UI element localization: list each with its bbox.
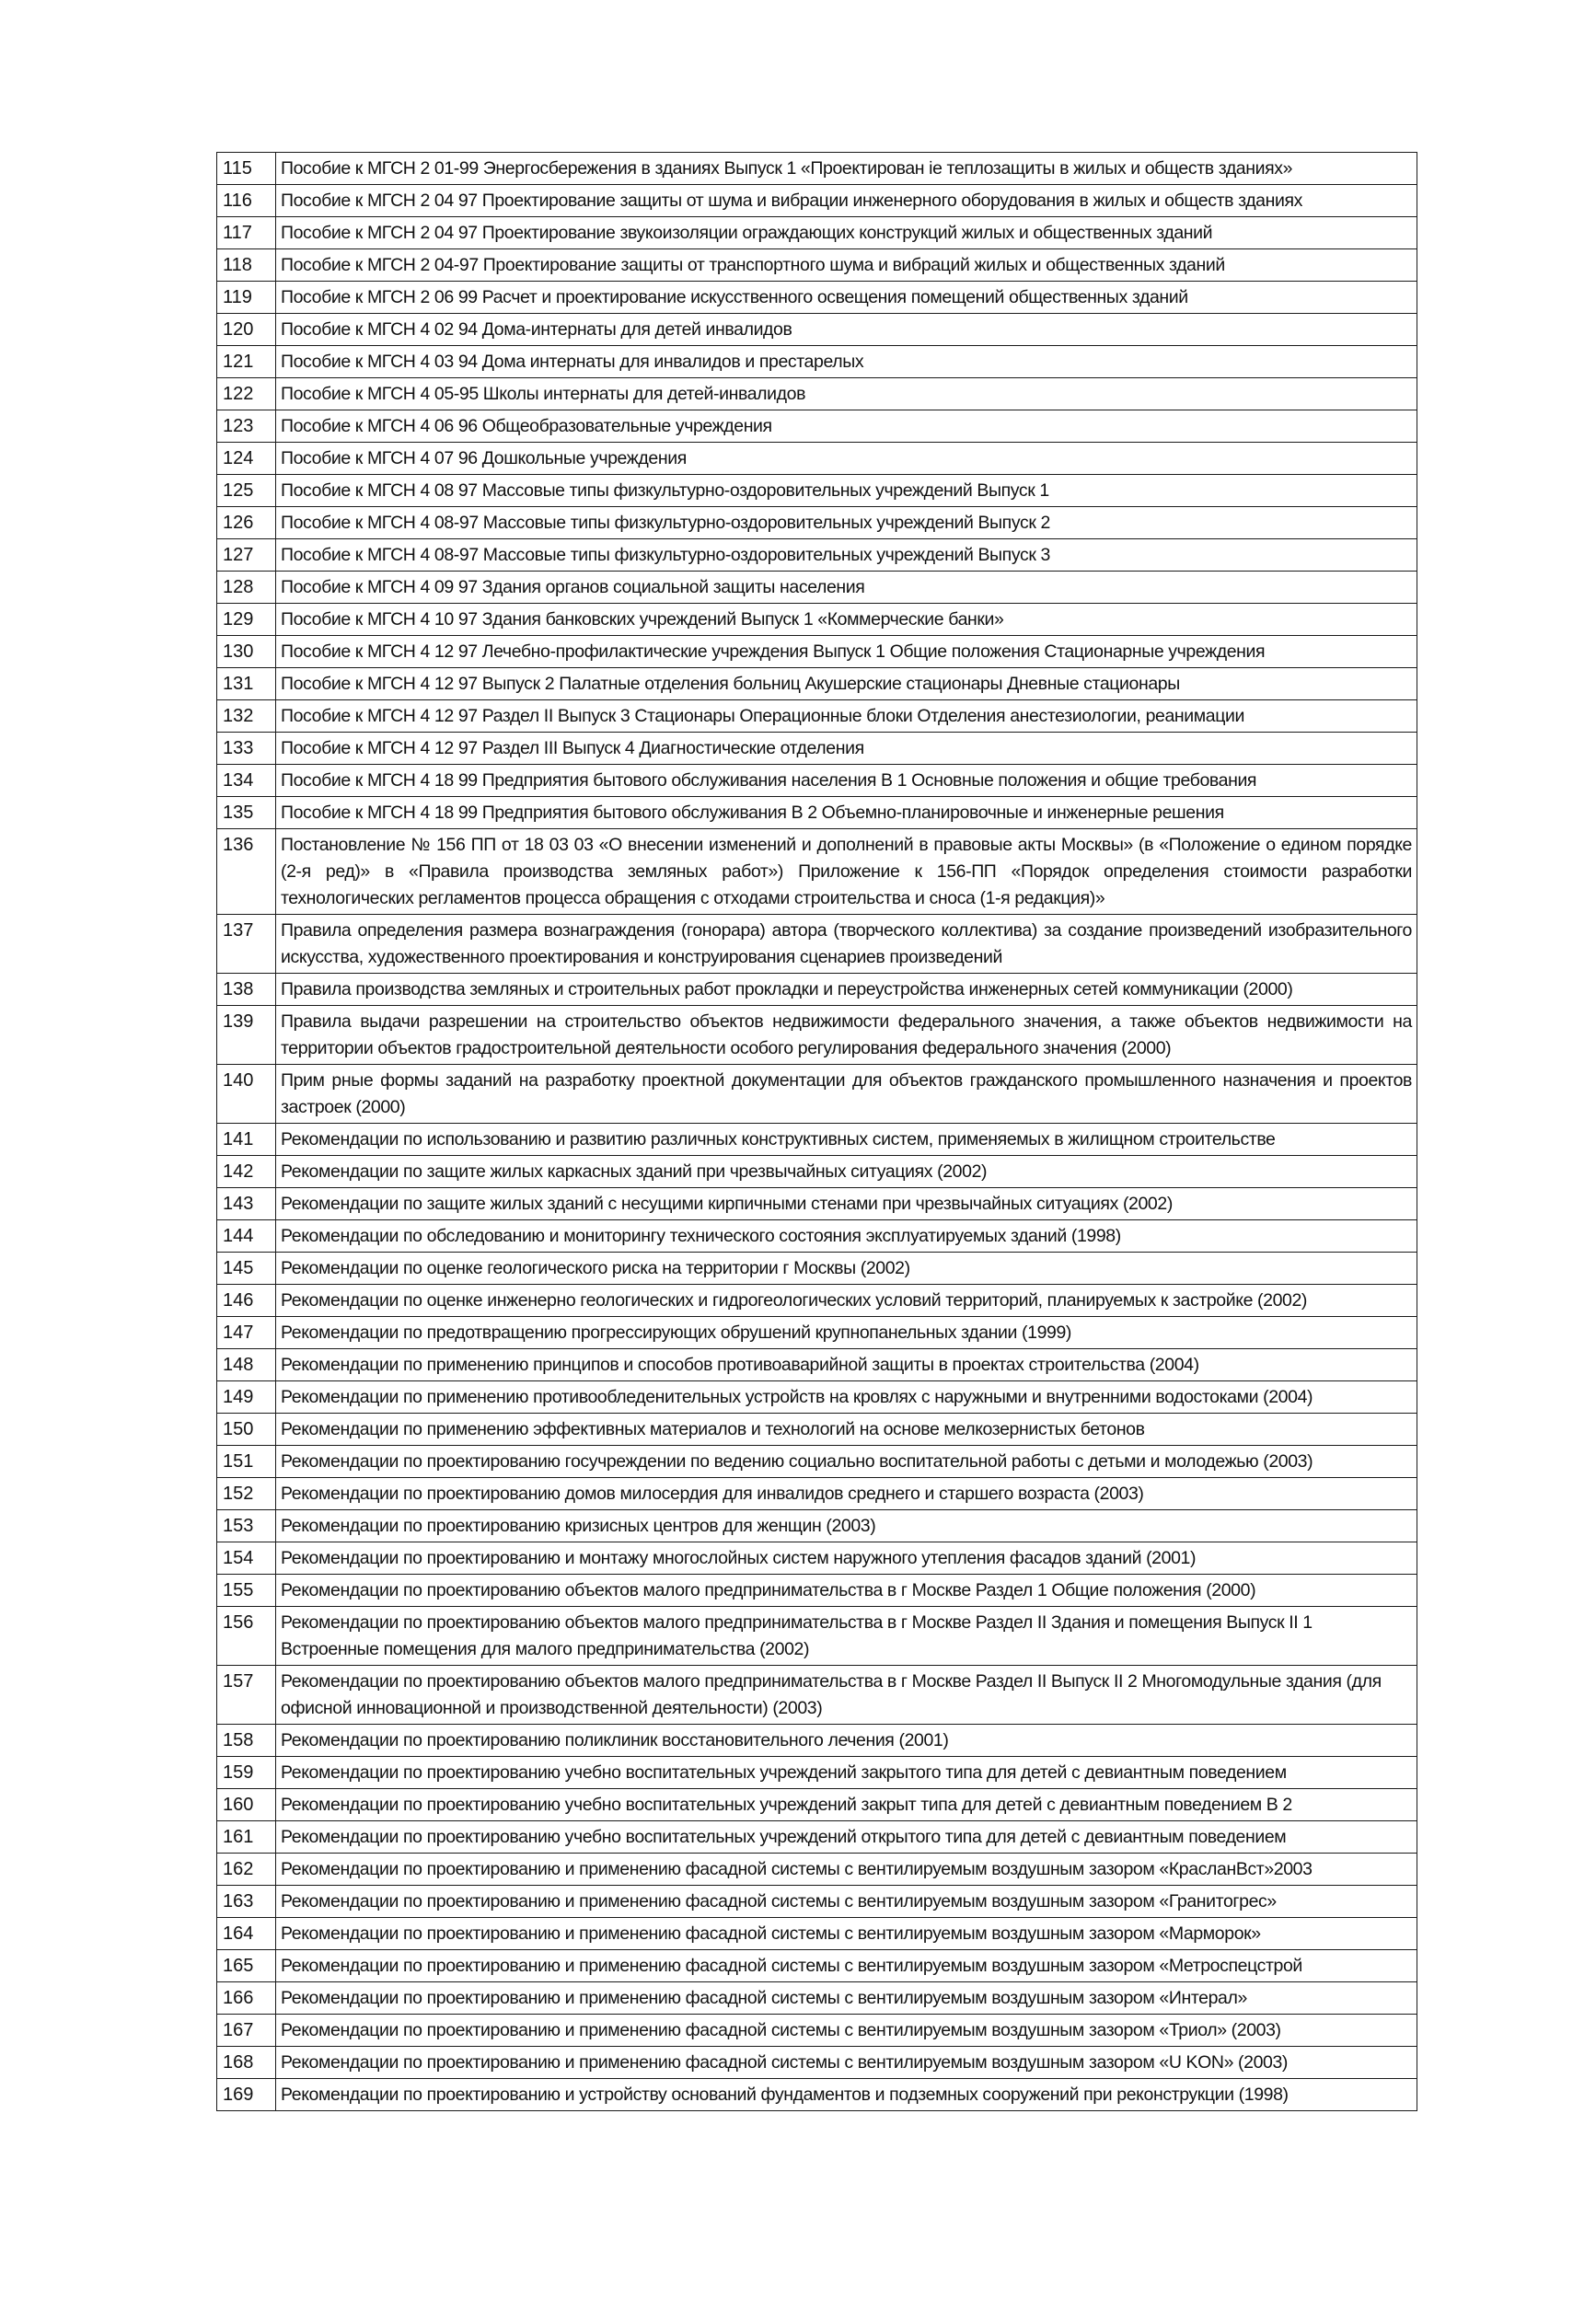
table-row [217, 1188, 1417, 1220]
document-title: Рекомендации по проектированию и применению фасадной системы с вентилируемым воздушным зазором «КрасланВст»2003 [276, 1854, 1417, 1886]
document-title: Рекомендации по применению эффективных материалов и технологий на основе мелкозернистых бетонов [276, 1414, 1417, 1446]
table-row [217, 2079, 1417, 2111]
document-title: Пособие к МГСН 2 06 99 Расчет и проектирование искусственного освещения помещений общественных зданий [276, 282, 1417, 314]
table-row [217, 2015, 1417, 2047]
documents-table [216, 152, 1417, 2111]
table-row [217, 636, 1417, 668]
table-row [217, 829, 1417, 915]
row-number: 158 [217, 1725, 276, 1757]
table-row [217, 915, 1417, 974]
row-number: 129 [217, 604, 276, 636]
row-number: 155 [217, 1575, 276, 1607]
row-number: 115 [217, 153, 276, 185]
table-row [217, 1065, 1417, 1124]
document-title: Правила определения размера вознаграждения (гонорара) автора (творческого коллектива) за создание произведений изобразительного искусства, художественного проектирования и конструирования сценариев произведений [276, 915, 1417, 974]
row-number: 161 [217, 1821, 276, 1854]
row-number: 127 [217, 539, 276, 572]
table-row [217, 1725, 1417, 1757]
document-title: Рекомендации по проектированию учебно воспитательных учреждений открытого типа для детей с девиантным поведением [276, 1821, 1417, 1854]
document-title: Рекомендации по проектированию и устройству оснований фундаментов и подземных сооружений при реконструкции (1998) [276, 2079, 1417, 2111]
document-title: Пособие к МГСН 4 18 99 Предприятия бытового обслуживания населения В 1 Основные положения и общие требования [276, 765, 1417, 797]
table-row [217, 443, 1417, 475]
document-title: Пособие к МГСН 4 02 94 Дома-интернаты для детей инвалидов [276, 314, 1417, 346]
document-title: Рекомендации по применению противообледенительных устройств на кровлях с наружными и внутренними водостоками (2004) [276, 1381, 1417, 1414]
row-number: 120 [217, 314, 276, 346]
row-number: 142 [217, 1156, 276, 1188]
row-number: 167 [217, 2015, 276, 2047]
row-number: 118 [217, 249, 276, 282]
row-number: 133 [217, 733, 276, 765]
document-title: Пособие к МГСН 4 10 97 Здания банковских учреждений Выпуск 1 «Коммерческие банки» [276, 604, 1417, 636]
document-title: Рекомендации по предотвращению прогрессирующих обрушений крупнопанельных здании (1999) [276, 1317, 1417, 1349]
document-title: Рекомендации по проектированию поликлиник восстановительного лечения (2001) [276, 1725, 1417, 1757]
document-title: Рекомендации по проектированию кризисных центров для женщин (2003) [276, 1510, 1417, 1542]
row-number: 162 [217, 1854, 276, 1886]
table-row [217, 1510, 1417, 1542]
document-title: Рекомендации по проектированию учебно воспитательных учреждений закрыт типа для детей с девиантным поведением В 2 [276, 1789, 1417, 1821]
table-row [217, 475, 1417, 507]
table-row [217, 153, 1417, 185]
row-number: 141 [217, 1124, 276, 1156]
table-row [217, 1757, 1417, 1789]
table-row [217, 1918, 1417, 1950]
document-title: Рекомендации по использованию и развитию различных конструктивных систем, применяемых в жилищном строительстве [276, 1124, 1417, 1156]
row-number: 152 [217, 1478, 276, 1510]
table-row [217, 765, 1417, 797]
document-title: Рекомендации по проектированию объектов малого предпринимательства в г Москве Раздел 1 Общие положения (2000) [276, 1575, 1417, 1607]
row-number: 150 [217, 1414, 276, 1446]
document-title: Рекомендации по защите жилых каркасных зданий при чрезвычайных ситуациях (2002) [276, 1156, 1417, 1188]
table-row [217, 282, 1417, 314]
table-row [217, 217, 1417, 249]
document-title: Пособие к МГСН 4 08-97 Массовые типы физкультурно-оздоровительных учреждений Выпуск 2 [276, 507, 1417, 539]
row-number: 163 [217, 1886, 276, 1918]
document-title: Пособие к МГСН 2 04 97 Проектирование звукоизоляции ограждающих конструкций жилых и общественных зданий [276, 217, 1417, 249]
row-number: 136 [217, 829, 276, 915]
row-number: 140 [217, 1065, 276, 1124]
table-row [217, 797, 1417, 829]
row-number: 134 [217, 765, 276, 797]
table-row [217, 2047, 1417, 2079]
row-number: 144 [217, 1220, 276, 1253]
row-number: 128 [217, 572, 276, 604]
row-number: 131 [217, 668, 276, 700]
row-number: 154 [217, 1542, 276, 1575]
table-row [217, 1124, 1417, 1156]
row-number: 157 [217, 1666, 276, 1725]
document-title: Рекомендации по проектированию учебно воспитательных учреждений закрытого типа для детей с девиантным поведением [276, 1757, 1417, 1789]
table-row [217, 1982, 1417, 2015]
table-row [217, 1789, 1417, 1821]
document-title: Рекомендации по оценке инженерно геологических и гидрогеологических условий территорий, планируемых к застройке (2002) [276, 1285, 1417, 1317]
row-number: 145 [217, 1253, 276, 1285]
table-row [217, 1666, 1417, 1725]
document-title: Рекомендации по проектированию и применению фасадной системы с вентилируемым воздушным зазором «Гранитогрес» [276, 1886, 1417, 1918]
table-row [217, 1607, 1417, 1666]
row-number: 147 [217, 1317, 276, 1349]
table-row [217, 1854, 1417, 1886]
document-title: Рекомендации по проектированию и применению фасадной системы с вентилируемым воздушным зазором «Марморок» [276, 1918, 1417, 1950]
document-title: Постановление № 156 ПП от 18 03 03 «О внесении изменений и дополнений в правовые акты Москвы» (в «Положение о едином порядке (2-я ред)» в «Правила производства земляных работ») Приложение к 156-ПП «Порядок определения стоимости разработки технологических регламентов процесса обращения с отходами строительства и сноса (1-я редакция)» [276, 829, 1417, 915]
table-row [217, 668, 1417, 700]
document-title: Пособие к МГСН 4 09 97 Здания органов социальной защиты населения [276, 572, 1417, 604]
row-number: 116 [217, 185, 276, 217]
document-title: Рекомендации по проектированию и применению фасадной системы с вентилируемым воздушным зазором «Метроспецстрой [276, 1950, 1417, 1982]
table-row [217, 1381, 1417, 1414]
row-number: 126 [217, 507, 276, 539]
row-number: 168 [217, 2047, 276, 2079]
table-row [217, 974, 1417, 1006]
row-number: 143 [217, 1188, 276, 1220]
row-number: 160 [217, 1789, 276, 1821]
row-number: 153 [217, 1510, 276, 1542]
table-row [217, 1414, 1417, 1446]
row-number: 124 [217, 443, 276, 475]
table-row [217, 314, 1417, 346]
row-number: 132 [217, 700, 276, 733]
row-number: 121 [217, 346, 276, 378]
document-title: Рекомендации по проектированию домов милосердия для инвалидов среднего и старшего возраста (2003) [276, 1478, 1417, 1510]
document-title: Прим рные формы заданий на разработку проектной документации для объектов гражданского промышленного назначения и проектов застроек (2000) [276, 1065, 1417, 1124]
row-number: 137 [217, 915, 276, 974]
document-title: Пособие к МГСН 2 04 97 Проектирование защиты от шума и вибрации инженерного оборудования в жилых и обществ зданиях [276, 185, 1417, 217]
document-title: Рекомендации по проектированию объектов малого предпринимательства в г Москве Раздел II Здания и помещения Выпуск II 1 Встроенные помещения для малого предпринимательства (2002) [276, 1607, 1417, 1666]
table-row [217, 1821, 1417, 1854]
table-row [217, 1886, 1417, 1918]
row-number: 148 [217, 1349, 276, 1381]
table-row [217, 1542, 1417, 1575]
document-title: Пособие к МГСН 4 12 97 Раздел III Выпуск 4 Диагностические отделения [276, 733, 1417, 765]
document-title: Правила производства земляных и строительных работ прокладки и переустройства инженерных сетей коммуникации (2000) [276, 974, 1417, 1006]
document-title: Пособие к МГСН 2 04-97 Проектирование защиты от транспортного шума и вибраций жилых и общественных зданий [276, 249, 1417, 282]
document-title: Рекомендации по оценке геологического риска на территории г Москвы (2002) [276, 1253, 1417, 1285]
table-row [217, 1156, 1417, 1188]
table-row [217, 185, 1417, 217]
table-row [217, 572, 1417, 604]
row-number: 117 [217, 217, 276, 249]
row-number: 151 [217, 1446, 276, 1478]
row-number: 125 [217, 475, 276, 507]
document-sheet [216, 152, 1417, 2111]
table-row [217, 1950, 1417, 1982]
table-row [217, 378, 1417, 410]
documents-table-body [217, 153, 1417, 2111]
document-title: Рекомендации по обследованию и мониторингу технического состояния эксплуатируемых зданий (1998) [276, 1220, 1417, 1253]
document-title: Рекомендации по проектированию объектов малого предпринимательства в г Москве Раздел II Выпуск II 2 Многомодульные здания (для офисной инновационной и производственной деятельности) (2003) [276, 1666, 1417, 1725]
document-title: Рекомендации по проектированию и применению фасадной системы с вентилируемым воздушным зазором «Интерал» [276, 1982, 1417, 2015]
document-title: Пособие к МГСН 4 08 97 Массовые типы физкультурно-оздоровительных учреждений Выпуск 1 [276, 475, 1417, 507]
document-title: Пособие к МГСН 2 01-99 Энергосбережения в зданиях Выпуск 1 «Проектирован іе теплозащиты в жилых и обществ зданиях» [276, 153, 1417, 185]
document-title: Пособие к МГСН 4 12 97 Раздел II Выпуск 3 Стационары Операционные блоки Отделения анестезиологии, реанимации [276, 700, 1417, 733]
document-title: Рекомендации по проектированию и применению фасадной системы с вентилируемым воздушным зазором «U KON» (2003) [276, 2047, 1417, 2079]
document-title: Пособие к МГСН 4 06 96 Общеобразовательные учреждения [276, 410, 1417, 443]
row-number: 156 [217, 1607, 276, 1666]
document-title: Пособие к МГСН 4 12 97 Лечебно-профилактические учреждения Выпуск 1 Общие положения Стационарные учреждения [276, 636, 1417, 668]
table-row [217, 507, 1417, 539]
table-row [217, 1317, 1417, 1349]
row-number: 165 [217, 1950, 276, 1982]
table-row [217, 539, 1417, 572]
row-number: 159 [217, 1757, 276, 1789]
row-number: 139 [217, 1006, 276, 1065]
table-row [217, 1253, 1417, 1285]
table-row [217, 1006, 1417, 1065]
row-number: 122 [217, 378, 276, 410]
table-row [217, 733, 1417, 765]
table-row [217, 1575, 1417, 1607]
row-number: 146 [217, 1285, 276, 1317]
row-number: 149 [217, 1381, 276, 1414]
document-title: Рекомендации по применению принципов и способов противоаварийной защиты в проектах строительства (2004) [276, 1349, 1417, 1381]
table-row [217, 249, 1417, 282]
document-title: Пособие к МГСН 4 07 96 Дошкольные учреждения [276, 443, 1417, 475]
document-title: Пособие к МГСН 4 08-97 Массовые типы физкультурно-оздоровительных учреждений Выпуск 3 [276, 539, 1417, 572]
row-number: 169 [217, 2079, 276, 2111]
table-row [217, 1285, 1417, 1317]
document-title: Правила выдачи разрешении на строительство объектов недвижимости федерального значения, а также объектов недвижимости на территории объектов градостроительной деятельности особого регулирования федерального значения (2000) [276, 1006, 1417, 1065]
row-number: 123 [217, 410, 276, 443]
table-row [217, 700, 1417, 733]
table-row [217, 1478, 1417, 1510]
table-row [217, 1220, 1417, 1253]
document-title: Рекомендации по проектированию и монтажу многослойных систем наружного утепления фасадов зданий (2001) [276, 1542, 1417, 1575]
document-title: Пособие к МГСН 4 18 99 Предприятия бытового обслуживания В 2 Объемно-планировочные и инженерные решения [276, 797, 1417, 829]
document-title: Рекомендации по проектированию и применению фасадной системы с вентилируемым воздушным зазором «Триол» (2003) [276, 2015, 1417, 2047]
document-title: Рекомендации по проектированию госучреждении по ведению социально воспитательной работы с детьми и молодежью (2003) [276, 1446, 1417, 1478]
document-title: Пособие к МГСН 4 12 97 Выпуск 2 Палатные отделения больниц Акушерские стационары Дневные стационары [276, 668, 1417, 700]
table-row [217, 604, 1417, 636]
table-row [217, 346, 1417, 378]
row-number: 119 [217, 282, 276, 314]
row-number: 130 [217, 636, 276, 668]
row-number: 164 [217, 1918, 276, 1950]
row-number: 135 [217, 797, 276, 829]
table-row [217, 1446, 1417, 1478]
document-title: Пособие к МГСН 4 03 94 Дома интернаты для инвалидов и престарелых [276, 346, 1417, 378]
row-number: 166 [217, 1982, 276, 2015]
document-title: Пособие к МГСН 4 05-95 Школы интернаты для детей-инвалидов [276, 378, 1417, 410]
document-title: Рекомендации по защите жилых зданий с несущими кирпичными стенами при чрезвычайных ситуациях (2002) [276, 1188, 1417, 1220]
row-number: 138 [217, 974, 276, 1006]
table-row [217, 410, 1417, 443]
table-row [217, 1349, 1417, 1381]
